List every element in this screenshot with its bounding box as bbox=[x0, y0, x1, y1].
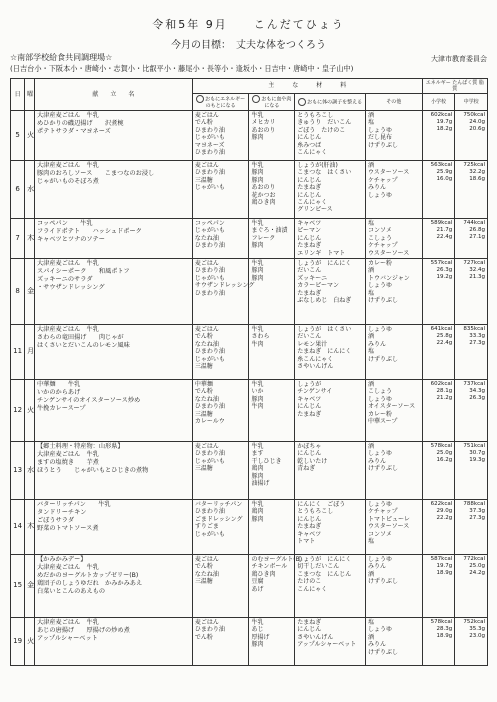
menu-cell: 大津産麦ごはん 牛乳 スパイシーポーク 和風ポトフ ズッキーニのサラダ ・サウザンドレッシング bbox=[34, 259, 192, 325]
table-row bbox=[11, 618, 488, 666]
header-other: その他 bbox=[365, 94, 422, 111]
elementary-nutrition-cell: 602kcal 19.7g 18.2g bbox=[422, 111, 455, 161]
table-row bbox=[11, 380, 488, 442]
menu-cell: コッペパン 牛乳 フライドポテト ハッシュドポーク キャベツとツナのソテー bbox=[34, 219, 192, 259]
elementary-nutrition-cell: 578kcal 25.0g 16.2g bbox=[422, 442, 455, 500]
elementary-nutrition-cell: 602kcal 28.1g 21.2g bbox=[422, 380, 455, 442]
energy-foods-cell: 麦ごはん でん粉 なたね油 ひまわり油 じゃがいも 三温糖 bbox=[192, 325, 249, 380]
other-ingredients-cell: 酒 こしょう しょうゆ オイスターソース カレー粉 中華スープ bbox=[365, 380, 422, 442]
day-cell: 13 bbox=[11, 442, 25, 500]
elementary-nutrition-cell: 587kcal 19.7g 18.9g bbox=[422, 555, 455, 618]
vegetable-foods-cell: とうもろこし きゅうり だいこん ごぼう たけのこ にんじん 糸みつば こんにゃく bbox=[295, 111, 366, 161]
day-cell: 6 bbox=[11, 161, 25, 219]
header-nutrition: エネルギー たんぱく質 脂質 bbox=[422, 79, 487, 94]
weekday-cell: 木 bbox=[25, 500, 35, 555]
table-row bbox=[11, 161, 488, 219]
protein-foods-cell: 牛乳 さわら 牛肉 bbox=[249, 325, 295, 380]
menu-cell: 大津産麦ごはん 牛乳 めひかりの磯辺揚げ 沢煮椀 ポテトサラダ・マヨネーズ bbox=[34, 111, 192, 161]
table-row bbox=[11, 259, 488, 325]
vegetable-foods-cell: しょうが にんにく だいこん ズッキーニ カラーピーマン たまねぎ ぶなしめじ 白ねぎ bbox=[295, 259, 366, 325]
day-cell: 8 bbox=[11, 259, 25, 325]
weekday-cell: 木 bbox=[25, 219, 35, 259]
header-red: おもにエネルギーのもとになる bbox=[192, 94, 249, 111]
menu-table bbox=[10, 78, 488, 666]
table-row bbox=[11, 219, 488, 259]
weekday-cell: 水 bbox=[25, 161, 35, 219]
junior-nutrition-cell: 772kcal 25.0g 24.2g bbox=[455, 555, 488, 618]
day-cell: 5 bbox=[11, 111, 25, 161]
day-cell: 14 bbox=[11, 500, 25, 555]
vegetable-foods-cell: にんにく ごぼう とうもろこし にんじん たまねぎ キャベツ トマト bbox=[295, 500, 366, 555]
protein-foods-cell: 牛乳 メヒカリ あおのり 豚肉 bbox=[249, 111, 295, 161]
elementary-nutrition-cell: 557kcal 26.3g 19.2g bbox=[422, 259, 455, 325]
header-ingredients: 主 な 材 料 bbox=[192, 79, 422, 94]
weekday-cell: 火 bbox=[25, 380, 35, 442]
energy-foods-cell: 麦ごはん ひまわり油 三温糖 じゃがいも bbox=[192, 161, 249, 219]
vegetable-foods-cell: かぼちゃ にんじん 乾しいたけ 青ねぎ bbox=[295, 442, 366, 500]
other-ingredients-cell: しょうゆ みりん 酒 けずりぶし bbox=[365, 555, 422, 618]
protein-foods-cell: 牛乳 あじ 厚揚げ 豚肉 bbox=[249, 618, 295, 666]
weekday-cell: 金 bbox=[25, 555, 35, 618]
vegetable-foods-cell: しょうが チンゲンサイ キャベツ にんじん たまねぎ bbox=[295, 380, 366, 442]
menu-cell: 大津産麦ごはん 牛乳 あじの唐揚げ 厚揚げの炒め煮 アップルシャーベット bbox=[34, 618, 192, 666]
elementary-nutrition-cell: 578kcal 28.3g 18.9g bbox=[422, 618, 455, 666]
header-dow: 曜 bbox=[25, 79, 35, 111]
vegetable-foods-cell: たまねぎ にんじん さやいんげん アップルシャーベット bbox=[295, 618, 366, 666]
table-row bbox=[11, 500, 488, 555]
energy-foods-cell: 麦ごはん でん粉 なたね油 三温糖 bbox=[192, 555, 249, 618]
junior-nutrition-cell: 737kcal 34.3g 26.3g bbox=[455, 380, 488, 442]
menu-cell: 【郷土料理・特産物：山形県】 大津産麦ごはん 牛乳 ますの塩焼き 芋煮 ほうとう じゃがいもとひじきの煮物 bbox=[34, 442, 192, 500]
day-cell: 15 bbox=[11, 555, 25, 618]
other-ingredients-cell: 酒 ウスターソース ケチャップ みりん しょうゆ bbox=[365, 161, 422, 219]
vegetable-foods-cell: しょうが(肝油) こまつな はくさい にんじん たまねぎ にんじん こんにゃく グリンピース bbox=[295, 161, 366, 219]
table-row bbox=[11, 442, 488, 500]
header-yellow: おもに血や肉になる bbox=[249, 94, 295, 111]
other-ingredients-cell: しょうゆ ケチャップ トマトピューレ ウスターソース コンソメ 塩 bbox=[365, 500, 422, 555]
energy-foods-cell: 麦ごはん でん粉 ひまわり油 じゃがいも マヨネーズ ひまわり油 bbox=[192, 111, 249, 161]
day-cell: 19 bbox=[11, 618, 25, 666]
elementary-nutrition-cell: 563kcal 25.9g 16.0g bbox=[422, 161, 455, 219]
school-list: (日吉台小・下阪本小・唐崎小・志賀小・比叡平小・藤尾小・長等小・逢坂小・日吉中・唐崎中・皇子山中) bbox=[10, 64, 354, 73]
menu-cell: 大津産麦ごはん 牛乳 豚肉のおろしソース こまつなのお浸し じゃがいものそぼろ煮 bbox=[34, 161, 192, 219]
header-menu: 献 立 名 bbox=[34, 79, 192, 111]
other-ingredients-cell: しょうゆ 酒 みりん 塩 けずりぶし bbox=[365, 325, 422, 380]
day-cell: 11 bbox=[11, 325, 25, 380]
menu-cell: 中華麺 牛乳 いかのからあげ チンゲンサイのオイスターソース炒め 牛挽カレースープ bbox=[34, 380, 192, 442]
weekday-cell: 火 bbox=[25, 111, 35, 161]
junior-nutrition-cell: 835kcal 33.3g 27.3g bbox=[455, 325, 488, 380]
table-row bbox=[11, 325, 488, 380]
page-title: 令和5年 9月 こんだてひょう bbox=[152, 18, 345, 31]
other-ingredients-cell: カレー粉 酒 トウバンジャン しょうゆ 塩 けずりぶし bbox=[365, 259, 422, 325]
junior-nutrition-cell: 752kcal 35.3g 23.0g bbox=[455, 618, 488, 666]
protein-foods-cell: 牛乳 まぐろ・油漬 フレーク 豚肉 bbox=[249, 219, 295, 259]
protein-foods-cell: 牛乳 ます 干しひじき 鶏肉 豚肉 油揚げ bbox=[249, 442, 295, 500]
vegetable-foods-cell: しょうが にんにく 切干しだいこん こまつな にんじん たけのこ こんにゃく bbox=[295, 555, 366, 618]
other-ingredients-cell: 塩 しょうゆ 酒 みりん けずりぶし bbox=[365, 618, 422, 666]
table-row bbox=[11, 111, 488, 161]
junior-nutrition-cell: 727kcal 32.4g 21.3g bbox=[455, 259, 488, 325]
weekday-cell: 火 bbox=[25, 618, 35, 666]
table-row bbox=[11, 555, 488, 618]
menu-cell: 【かみかみデー】 大津産麦ごはん 牛乳 めだかのヨーグルトカップゼリー(B) 鶏団子のしょうゆだれ かみかみあえ 白菜いとこんのあえもの bbox=[34, 555, 192, 618]
energy-foods-cell: バターリッチパン ひまわり油 ごまドレッシング すりごま じゃがいも bbox=[192, 500, 249, 555]
header-green: おもに体の調子を整える bbox=[295, 94, 366, 111]
vegetable-group-icon bbox=[298, 98, 306, 106]
energy-foods-cell: 中華麺 でん粉 なたね油 ひまわり油 三温糖 カレールウ bbox=[192, 380, 249, 442]
kitchen-name: ☆南部学校給食共同調理場☆ bbox=[10, 53, 113, 62]
weekday-cell: 水 bbox=[25, 442, 35, 500]
junior-nutrition-cell: 725kcal 32.2g 18.6g bbox=[455, 161, 488, 219]
day-cell: 12 bbox=[11, 380, 25, 442]
elementary-nutrition-cell: 622kcal 29.0g 22.2g bbox=[422, 500, 455, 555]
menu-cell: 大津産麦ごはん 牛乳 さわらの竜田揚げ 肉じゃが はくさいとだいこんのレモン風味 bbox=[34, 325, 192, 380]
header-elementary: 小学校 bbox=[422, 94, 455, 111]
organization: 大津市教育委員会 bbox=[431, 55, 487, 63]
protein-group-icon bbox=[252, 95, 260, 103]
protein-foods-cell: 牛乳 豚肉 豚肉 あおのり 花かつお 鶏ひき肉 bbox=[249, 161, 295, 219]
menu-cell: バターリッチパン 牛乳 タンドリーチキン ごぼうサラダ 野菜のトマトソース煮 bbox=[34, 500, 192, 555]
day-cell: 7 bbox=[11, 219, 25, 259]
monthly-goal: 今月の目標： 丈夫な体をつくろう bbox=[171, 40, 326, 51]
junior-nutrition-cell: 744kcal 26.8g 27.1g bbox=[455, 219, 488, 259]
header-junior: 中学校 bbox=[455, 94, 488, 111]
vegetable-foods-cell: キャベツ ピーマン にんじん たまねぎ エリンギ トマト bbox=[295, 219, 366, 259]
other-ingredients-cell: 塩 コンソメ こしょう ケチャップ ウスターソース bbox=[365, 219, 422, 259]
junior-nutrition-cell: 788kcal 37.3g 27.3g bbox=[455, 500, 488, 555]
header-day: 日 bbox=[11, 79, 25, 111]
elementary-nutrition-cell: 589kcal 21.7g 22.4g bbox=[422, 219, 455, 259]
weekday-cell: 月 bbox=[25, 325, 35, 380]
protein-foods-cell: 牛乳 いか 豚肉 牛肉 bbox=[249, 380, 295, 442]
junior-nutrition-cell: 750kcal 24.0g 20.6g bbox=[455, 111, 488, 161]
energy-foods-cell: 麦ごはん ひまわり油 でん粉 bbox=[192, 618, 249, 666]
junior-nutrition-cell: 751kcal 30.7g 19.3g bbox=[455, 442, 488, 500]
weekday-cell: 金 bbox=[25, 259, 35, 325]
energy-group-icon bbox=[196, 95, 204, 103]
protein-foods-cell: 牛乳 豚肉 豚肉 bbox=[249, 259, 295, 325]
vegetable-foods-cell: しょうが はくさい だいこん レモン果汁 たまねぎ にんにく 糸こんにゃく さやいんげん bbox=[295, 325, 366, 380]
protein-foods-cell: のむヨーグルト(B) チキンボール 鶏ひき肉 豆腐 あげ bbox=[249, 555, 295, 618]
energy-foods-cell: 麦ごはん ひまわり油 じゃがいも 三温糖 bbox=[192, 442, 249, 500]
energy-foods-cell: 麦ごはん ひまわり油 じゃがいも サウザンドレッシング ひまわり油 bbox=[192, 259, 249, 325]
other-ingredients-cell: 酒 塩 しょうゆ だし昆布 けずりぶし bbox=[365, 111, 422, 161]
elementary-nutrition-cell: 641kcal 25.8g 22.4g bbox=[422, 325, 455, 380]
protein-foods-cell: 牛乳 鶏肉 豚肉 bbox=[249, 500, 295, 555]
energy-foods-cell: コッペパン じゃがいも なたね油 ひまわり油 bbox=[192, 219, 249, 259]
other-ingredients-cell: 酒 しょうゆ みりん けずりぶし bbox=[365, 442, 422, 500]
